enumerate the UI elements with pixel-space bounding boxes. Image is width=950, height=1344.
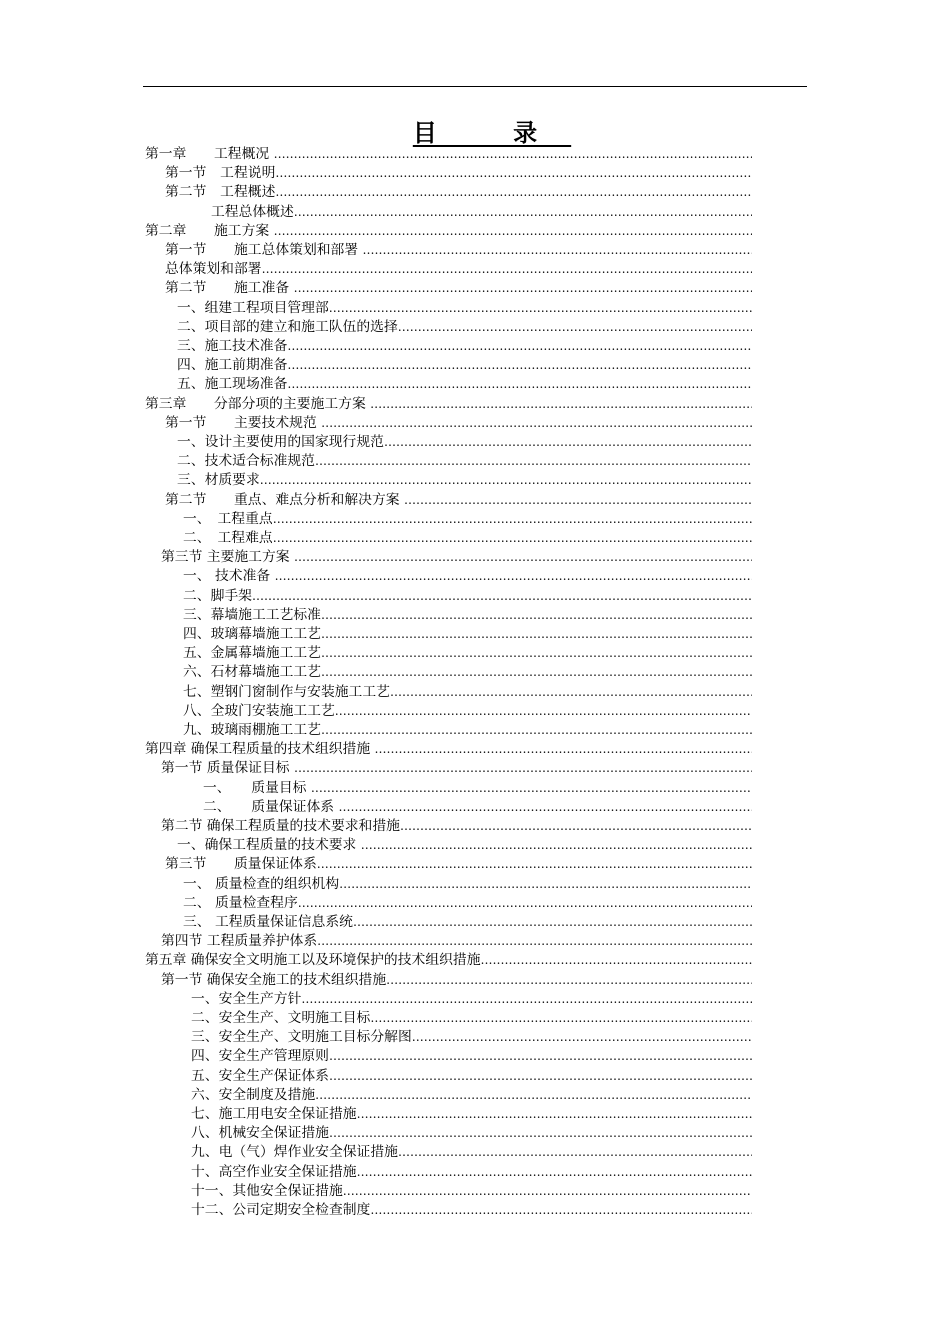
- toc-dot-leader: [343, 1182, 752, 1201]
- toc-entry-label: 十、高空作业安全保证措施: [191, 1163, 357, 1180]
- toc-dot-leader: [384, 433, 752, 452]
- toc-entry[interactable]: [183, 663, 752, 682]
- toc-dot-leader: [287, 337, 752, 356]
- toc-entry[interactable]: [183, 913, 752, 932]
- toc-dot-leader: [275, 164, 752, 183]
- toc-dot-leader: [301, 990, 752, 1009]
- toc-entry-label: 六、石材幕墙施工工艺: [183, 664, 321, 681]
- toc-entry[interactable]: [177, 318, 752, 337]
- toc-entry-label: 第三章 分部分项的主要施工方案: [145, 395, 371, 412]
- toc-entry-label: 第二节 重点、难点分析和解决方案: [165, 491, 404, 508]
- toc-entry[interactable]: [191, 1163, 752, 1182]
- toc-dot-leader: [294, 203, 752, 222]
- toc-dot-leader: [357, 1105, 752, 1124]
- toc-entry[interactable]: [145, 951, 752, 970]
- toc-entry-label: 一、安全生产方针: [191, 990, 302, 1007]
- toc-entry-label: 第三节 主要施工方案: [161, 549, 294, 566]
- toc-entry-label: 第二章 施工方案: [145, 222, 274, 239]
- toc-entry-label: 第二节 工程概述: [165, 184, 276, 201]
- toc-dot-leader: [275, 183, 752, 202]
- toc-dot-leader: [315, 452, 752, 471]
- toc-entry[interactable]: [165, 491, 752, 510]
- toc-dot-leader: [294, 548, 752, 567]
- toc-entry[interactable]: [191, 1105, 752, 1124]
- toc-entry[interactable]: [183, 702, 752, 721]
- toc-entry-label: 第一节 主要技术规范: [165, 414, 322, 431]
- toc-entry[interactable]: [183, 606, 752, 625]
- toc-entry[interactable]: [161, 817, 752, 836]
- toc-dot-leader: [335, 702, 752, 721]
- toc-entry-label: 第三节 质量保证体系: [165, 856, 317, 873]
- toc-entry-label: 二、 工程难点: [183, 530, 273, 546]
- toc-entry-label: 一、组建工程项目管理部: [177, 299, 329, 316]
- toc-entry[interactable]: [145, 145, 752, 164]
- toc-entry[interactable]: [191, 1143, 752, 1162]
- toc-entry-label: 第一节 施工总体策划和部署: [165, 242, 363, 258]
- toc-entry-label: 三、安全生产、文明施工目标分解图: [191, 1029, 412, 1046]
- toc-entry[interactable]: [177, 299, 752, 318]
- toc-dot-leader: [412, 1028, 752, 1047]
- toc-entry[interactable]: [191, 1009, 752, 1028]
- toc-dot-leader: [361, 836, 752, 855]
- toc-entry-label: 第一节 质量保证目标: [161, 760, 294, 777]
- toc-entry[interactable]: [177, 375, 752, 394]
- toc-dot-leader: [321, 663, 752, 682]
- toc-dot-leader: [386, 971, 752, 990]
- toc-entry-label: 十一、其他安全保证措施: [191, 1182, 343, 1199]
- toc-entry-label: 八、机械安全保证措施: [191, 1125, 329, 1142]
- toc-entry[interactable]: [165, 241, 752, 260]
- toc-entry[interactable]: [177, 471, 752, 490]
- toc-entry[interactable]: [183, 644, 752, 663]
- toc-entry[interactable]: [165, 164, 752, 183]
- toc-dot-leader: [370, 1201, 752, 1220]
- toc-entry[interactable]: [191, 990, 752, 1009]
- toc-dot-leader: [390, 683, 752, 702]
- toc-dot-leader: [311, 779, 752, 798]
- toc-entry[interactable]: [145, 395, 752, 414]
- toc-dot-leader: [375, 740, 752, 759]
- toc-dot-leader: [262, 260, 752, 279]
- toc-entry[interactable]: [177, 452, 752, 471]
- toc-entry[interactable]: [191, 1067, 752, 1086]
- toc-entry-label: 五、施工现场准备: [177, 376, 288, 393]
- toc-dot-leader: [353, 913, 752, 932]
- toc-entry[interactable]: [165, 279, 752, 298]
- toc-entry-label: 一、设计主要使用的国家现行规范: [177, 434, 384, 450]
- toc-entry[interactable]: [183, 529, 752, 548]
- toc-entry[interactable]: [145, 222, 752, 241]
- toc-dot-leader: [321, 721, 752, 740]
- toc-dot-leader: [298, 894, 752, 913]
- toc-entry[interactable]: [203, 798, 752, 817]
- toc-dot-leader: [321, 625, 752, 644]
- toc-entry-label: 第五章 确保安全文明施工以及环境保护的技术组织措施: [145, 952, 481, 969]
- toc-entry[interactable]: [177, 356, 752, 375]
- toc-dot-leader: [329, 1124, 752, 1143]
- toc-entry-label: 五、安全生产保证体系: [191, 1067, 329, 1084]
- toc-entry-label: 二、技术适合标准规范: [177, 453, 315, 470]
- toc-dot-leader: [321, 414, 752, 433]
- toc-entry-label: 七、施工用电安全保证措施: [191, 1106, 357, 1122]
- toc-entry-label: 四、施工前期准备: [177, 357, 288, 374]
- toc-dot-leader: [370, 1009, 752, 1028]
- toc-entry[interactable]: [191, 1047, 752, 1066]
- toc-entry-label: 第一节 工程说明: [165, 165, 276, 182]
- toc-entry-label: 一、 质量检查的组织机构: [183, 875, 340, 892]
- toc-entry[interactable]: [183, 721, 752, 740]
- toc-entry-label: 二、脚手架: [183, 587, 252, 604]
- toc-entry[interactable]: [191, 1028, 752, 1047]
- toc-entry[interactable]: [177, 433, 752, 452]
- toc-dot-leader: [400, 817, 752, 836]
- toc-dot-leader: [338, 798, 752, 817]
- toc-dot-leader: [329, 1047, 752, 1066]
- toc-dot-leader: [329, 1067, 752, 1086]
- toc-entry-label: 二、安全生产、文明施工目标: [191, 1010, 371, 1026]
- toc-entry[interactable]: [165, 855, 752, 874]
- toc-entry-label: 一、确保工程质量的技术要求: [177, 837, 361, 854]
- toc-entry-label: 三、幕墙施工工艺标准: [183, 606, 321, 623]
- toc-entry[interactable]: [191, 1124, 752, 1143]
- toc-entry[interactable]: [183, 587, 752, 606]
- toc-entry[interactable]: [183, 625, 752, 644]
- toc-dot-leader: [287, 356, 752, 375]
- toc-entry[interactable]: [165, 414, 752, 433]
- toc-entry-label: 七、塑钢门窗制作与安装施工工艺: [183, 683, 390, 700]
- toc-dot-leader: [363, 241, 752, 260]
- toc-entry[interactable]: [183, 567, 752, 586]
- toc-entry[interactable]: [211, 203, 752, 222]
- toc-dot-leader: [398, 318, 752, 337]
- toc-entry[interactable]: [161, 548, 752, 567]
- toc-dot-leader: [294, 759, 752, 778]
- toc-entry-label: 二、项目部的建立和施工队伍的选择: [177, 318, 398, 335]
- toc-entry[interactable]: [191, 1182, 752, 1201]
- toc-entry-label: 第一节 确保安全施工的技术组织措施: [161, 971, 387, 988]
- toc-dot-leader: [321, 644, 752, 663]
- toc-entry[interactable]: [161, 932, 752, 951]
- toc-entry-label: 四、玻璃幕墙施工工艺: [183, 626, 321, 642]
- toc-entry-label: 第二节 确保工程质量的技术要求和措施: [161, 818, 400, 834]
- toc-entry-label: 第四节 工程质量养护体系: [161, 933, 318, 950]
- toc-entry-label: 二、 质量检查程序: [183, 894, 298, 911]
- toc-entry[interactable]: [165, 183, 752, 202]
- toc-entry[interactable]: [191, 1086, 752, 1105]
- toc-entry[interactable]: [183, 875, 752, 894]
- toc-dot-leader: [287, 375, 752, 394]
- toc-entry-label: 第二节 施工准备: [165, 280, 294, 297]
- toc-entry-label: 第四章 确保工程质量的技术组织措施: [145, 741, 375, 758]
- toc-dot-leader: [329, 299, 752, 318]
- toc-dot-leader: [274, 222, 752, 241]
- toc-dot-leader: [370, 395, 752, 414]
- toc-title-text: 目 录: [412, 118, 572, 147]
- toc-entry-label: 一、 工程重点: [183, 510, 273, 527]
- toc-entry[interactable]: [203, 779, 752, 798]
- toc-entry-label: 四、安全生产管理原则: [191, 1048, 329, 1065]
- toc-dot-leader: [260, 471, 752, 490]
- toc-dot-leader: [481, 951, 752, 970]
- toc-dot-leader: [294, 279, 752, 298]
- toc-entry-label: 二、 质量保证体系: [203, 798, 339, 815]
- toc-dot-leader: [273, 510, 752, 529]
- toc-title: [0, 118, 950, 148]
- toc-entry-label: 九、电（气）焊作业安全保证措施: [191, 1144, 398, 1161]
- toc-entry[interactable]: [177, 337, 752, 356]
- toc-entry-label: 工程总体概述: [211, 203, 294, 220]
- toc-entry[interactable]: [145, 740, 752, 759]
- toc-entry[interactable]: [165, 260, 752, 279]
- toc-dot-leader: [317, 855, 752, 874]
- toc-dot-leader: [315, 1086, 752, 1105]
- toc-entry-label: 三、材质要求: [177, 472, 260, 489]
- toc-entry-label: 一、 技术准备: [183, 568, 275, 585]
- toc-entry-label: 八、全玻门安装施工工艺: [183, 702, 335, 719]
- toc-dot-leader: [274, 145, 752, 164]
- toc-entry-label: 一、 质量目标: [203, 779, 311, 796]
- toc-entry-label: 十二、公司定期安全检查制度: [191, 1202, 371, 1218]
- toc-entry[interactable]: [161, 759, 752, 778]
- toc-entry-label: 三、施工技术准备: [177, 338, 288, 354]
- toc-entry-label: 三、 工程质量保证信息系统: [183, 914, 353, 930]
- toc-dot-leader: [321, 606, 752, 625]
- toc-dot-leader: [404, 491, 752, 510]
- toc-entry-label: 九、玻璃雨棚施工工艺: [183, 722, 321, 738]
- toc-dot-leader: [398, 1143, 752, 1162]
- toc-entry[interactable]: [177, 836, 752, 855]
- toc-dot-leader: [317, 932, 752, 951]
- toc-entry-label: 总体策划和部署: [165, 261, 262, 278]
- toc-entry[interactable]: [183, 894, 752, 913]
- toc-dot-leader: [357, 1163, 752, 1182]
- toc-dot-leader: [273, 529, 752, 548]
- toc-entry-label: 五、金属幕墙施工工艺: [183, 645, 321, 662]
- toc-entry-label: 第一章 工程概况: [145, 146, 274, 162]
- toc-entry[interactable]: [183, 683, 752, 702]
- toc-entry[interactable]: [183, 510, 752, 529]
- header-rule: [143, 86, 807, 87]
- toc-entry[interactable]: [161, 971, 752, 990]
- toc-entry-label: 六、安全制度及措施: [191, 1086, 316, 1103]
- toc-dot-leader: [275, 567, 752, 586]
- toc-dot-leader: [252, 587, 752, 606]
- toc-dot-leader: [339, 875, 752, 894]
- toc-entry[interactable]: [191, 1201, 752, 1220]
